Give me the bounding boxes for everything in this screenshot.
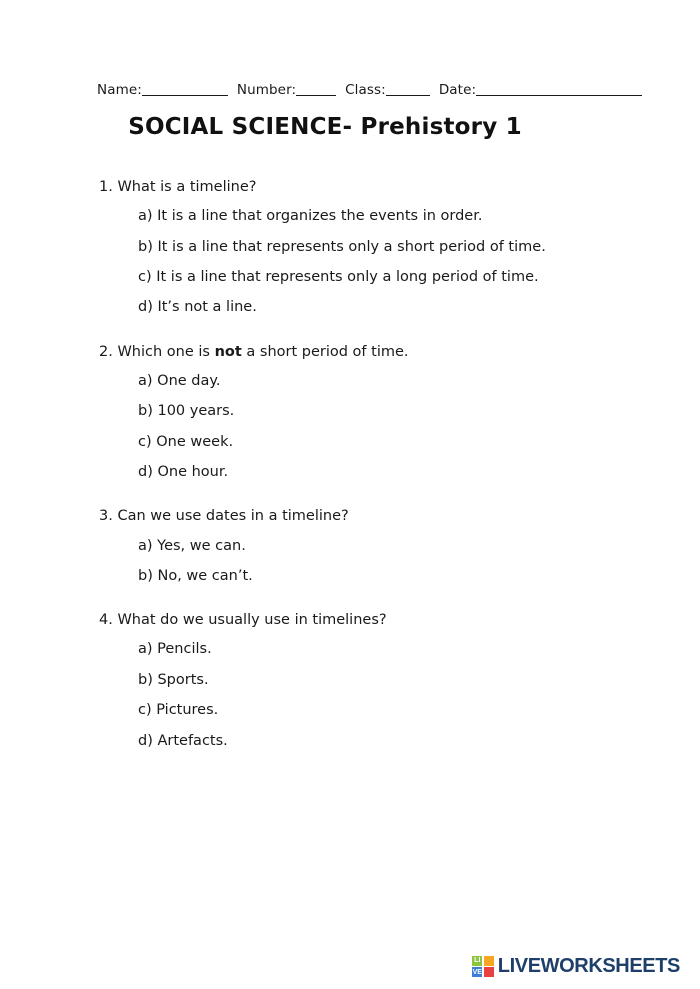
name-label: Name: <box>97 82 142 98</box>
option-item[interactable]: d) Artefacts. <box>138 732 228 749</box>
question-prompt-2 <box>99 343 660 361</box>
option-item[interactable]: d) It’s not a line. <box>138 299 257 316</box>
question-prompt-1: 1. What is a timeline? <box>99 179 257 195</box>
class-blank[interactable] <box>386 84 430 96</box>
option-item[interactable]: c) One week. <box>138 433 234 450</box>
option-item[interactable]: b) It is a line that represents only a short period of time. <box>138 238 546 255</box>
option-item[interactable]: a) One day. <box>138 372 221 389</box>
name-blank[interactable] <box>142 84 228 96</box>
option-item[interactable]: b) 100 years. <box>138 403 235 420</box>
logo-cell-li: LI <box>474 957 481 964</box>
options-list-2 <box>99 373 660 482</box>
option-item[interactable]: d) One hour. <box>138 463 229 480</box>
options-list-1 <box>99 208 660 317</box>
question-prompt-2-prefix: 2. Which one is <box>99 343 215 360</box>
option-item[interactable]: c) It is a line that represents only a long period of time. <box>138 268 539 285</box>
class-label: Class: <box>345 82 386 98</box>
question-prompt-4: 4. What do we usually use in timelines? <box>99 612 387 629</box>
logo-cell-bottom-right <box>484 967 494 977</box>
questions-list <box>99 178 660 750</box>
date-label: Date: <box>438 82 477 98</box>
option-item[interactable]: a) Pencils. <box>138 641 212 658</box>
logo-cell-ve: VE <box>472 968 482 976</box>
question-prompt-2-suffix: a short period of time. <box>241 343 409 360</box>
option-item[interactable]: a) It is a line that organizes the events in order. <box>138 208 483 225</box>
question-prompt-2-emphasis: not <box>214 343 242 360</box>
question-block-4 <box>99 611 660 750</box>
option-item[interactable]: c) Pictures. <box>138 702 219 719</box>
number-label: Number: <box>236 82 297 98</box>
logo-wordmark: LIVEWORKSHEETS <box>497 955 680 978</box>
option-item[interactable]: a) Yes, we can. <box>138 537 246 554</box>
liveworksheets-logo[interactable] <box>472 956 680 978</box>
option-item[interactable]: b) Sports. <box>138 671 209 688</box>
question-block-1 <box>99 178 660 317</box>
options-list-4 <box>99 641 660 750</box>
question-block-2 <box>99 343 660 482</box>
option-item[interactable]: b) No, we can’t. <box>138 567 253 584</box>
question-prompt-3: 3. Can we use dates in a timeline? <box>99 508 349 525</box>
date-blank[interactable] <box>476 84 642 96</box>
number-blank[interactable] <box>296 84 336 96</box>
options-list-3 <box>99 538 660 586</box>
student-info-header <box>97 82 642 98</box>
logo-cell-top-right <box>484 956 494 966</box>
question-block-3 <box>99 507 660 585</box>
page-title: SOCIAL SCIENCE- Prehistory 1 <box>128 114 522 140</box>
logo-grid-icon <box>472 956 494 978</box>
